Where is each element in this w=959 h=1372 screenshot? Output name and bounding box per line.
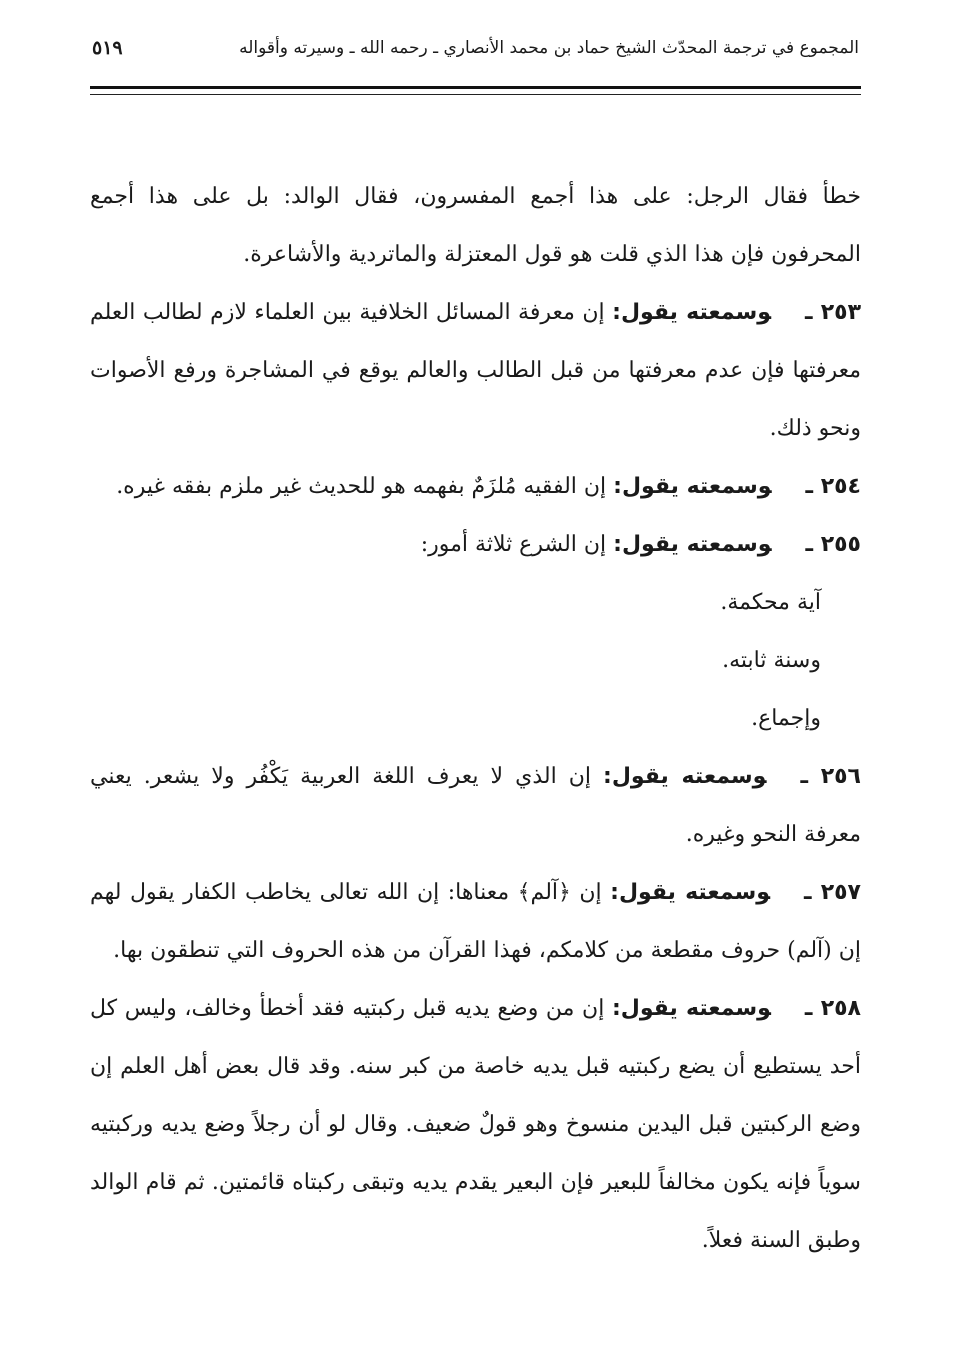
list-item: وإجماع.: [751, 706, 821, 731]
item-257: [90, 864, 861, 980]
item-lead: وسمعته يقول:: [613, 532, 772, 557]
header-rule-thin: [90, 94, 861, 95]
item-number: ٢٥٣ ـ: [805, 300, 862, 325]
header-rule-thick: [90, 86, 861, 89]
item-text: إن الفقيه مُلزَمٌ بفهمه هو للحديث غير ملزم بفقه غيره.: [116, 474, 607, 499]
list-item: وسنة ثابته.: [722, 648, 821, 673]
list-item: آية محكمة.: [720, 590, 821, 615]
item-text: إن الشرع ثلاثة أمور:: [420, 532, 607, 557]
item-number: ٢٥٥ ـ: [805, 532, 861, 557]
item-254: [90, 458, 861, 516]
item-256: [90, 748, 861, 864]
page-body: [90, 168, 861, 1270]
item-number: ٢٥٨ ـ: [804, 996, 861, 1021]
running-header: [92, 28, 859, 68]
header-title: المجموع في ترجمة المحدّث الشيخ حماد بن محمد الأنصاري ـ رحمه الله ـ وسيرته وأقواله: [239, 38, 859, 58]
item-text: إن معرفة المسائل الخلافية بين العلماء لازم لطالب العلم معرفتها فإن عدم معرفتها من قبل الطالب والعالم يوقع في المشاجرة ورفع الأصوات ونحو ذلك.: [90, 300, 861, 441]
item-253: [90, 284, 861, 458]
item-text: إن من وضع يديه قبل ركبتيه فقد أخطأ وخالف، وليس كل أحد يستطيع أن يضع ركبتيه قبل يديه خاصة من كبر سنه. وقد قال بعض أهل العلم إن وضع الركبتين قبل اليدين منسوخ وهو قولٌ ضعيف. وقال لو أن رجلاً وضع يديه وركبتيه سوياً فإنه يكون مخالفاً للبعير فإن البعير يقدم يديه وتبقى ركبتاه قائمتين. ثم قام الوالد وطبق السنة فعلاً.: [90, 996, 861, 1253]
item-number: ٢٥٧ ـ: [804, 880, 861, 905]
item-lead: وسمعته يقول:: [611, 996, 771, 1021]
page-number: ٥١٩: [92, 37, 123, 59]
item-258: [90, 980, 861, 1270]
item-lead: وسمعته يقول:: [603, 764, 767, 789]
item-lead: وسمعته يقول:: [612, 300, 772, 325]
item-text: إن الذي لا يعرف اللغة العربية يَكْفُر ولا يشعر. يعني معرفة النحو وغيره.: [90, 764, 861, 847]
item-255: [90, 516, 861, 574]
item-text: إن ﴿آلم﴾ معناها: إن الله تعالى يخاطب الكفار يقول لهم إن (آلم) حروف مقطعة من كلامكم، فهذا القرآن من هذه الحروف التي تنطقون بها.: [90, 880, 861, 963]
item-number: ٢٥٤ ـ: [805, 474, 861, 499]
item-number: ٢٥٦ ـ: [800, 764, 861, 789]
item-lead: وسمعته يقول:: [613, 474, 772, 499]
intro-paragraph: خطأ فقال الرجل: على هذا أجمع المفسرون، فقال الوالد: بل على هذا أجمع المحرفون فإن هذا الذي قلت هو قول المعتزلة والماتردية والأشاعرة.: [90, 184, 861, 267]
item-lead: وسمعته يقول:: [610, 880, 771, 905]
